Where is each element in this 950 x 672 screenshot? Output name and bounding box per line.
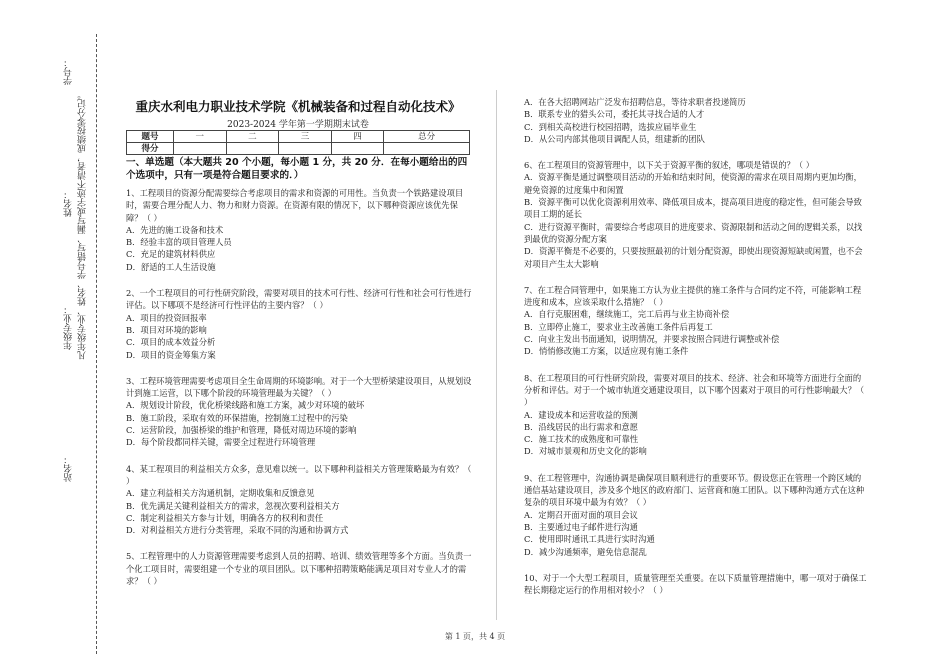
option-c: C．进行资源平衡时，需要综合考虑项目的进度要求、资源限制和活动之间的逻辑关系，以找到最优的资源分配方案 [524, 221, 863, 244]
option-c: C．施工技术的成熟度和可靠性 [524, 434, 639, 445]
question-5-options [524, 96, 868, 145]
section-heading: 一、单选题（本大题共 20 个小题，每小题 1 分，共 20 分．在每小题给出的四个选项中，只有一项是符合题目要求的．） [126, 157, 468, 181]
question-stem: 8、在工程项目的可行性研究阶段，需要对项目的技术、经济、社会和环境等方面进行全面的分析和评估。对于一个城市轨道交通建设项目，以下哪个因素对于项目的可行性影响最大？（ ） [524, 372, 865, 408]
question-2 [126, 287, 472, 361]
question-1 [126, 187, 472, 273]
option-b: B．项目对环境的影响 [126, 324, 207, 335]
column-divider [496, 90, 497, 620]
option-a: A．项目的投资回报率 [126, 312, 207, 323]
option-b: B．施工阶段，采取有效的环保措施，控制施工过程中的污染 [126, 412, 348, 423]
student-id-label: 学号： [64, 58, 74, 85]
option-d: D．从公司内部其他项目调配人员，组建新的团队 [524, 133, 705, 144]
question-stem: 7、在工程合同管理中，如果施工方认为业主提供的施工条件与合同约定不符，可能影响工程进度和成本，应该采取什么措施？（ ） [524, 284, 862, 308]
exam-subtitle: 2023-2024 学年第一学期期末试卷 [227, 120, 369, 130]
exam-title: 重庆水利电力职业技术学院《机械装备和过程自动化技术》 [135, 99, 461, 114]
option-b: B．联系专业的猎头公司，委托其寻找合适的人才 [524, 109, 705, 120]
option-b: B．立即停止施工，要求业主改善施工条件后再复工 [524, 321, 713, 332]
option-d: D．减少沟通频率，避免信息混乱 [524, 546, 647, 557]
score-table-header-row [127, 131, 470, 143]
score-cell: 题号 [127, 131, 174, 143]
option-a: A．资源平衡是通过调整项目活动的开始和结束时间，使资源的需求在项目周期内更加均衡，避免资源的过度集中和闲置 [524, 172, 862, 195]
option-a: A．建设成本和运营收益的预测 [524, 409, 638, 420]
name-label: 姓名： [64, 190, 74, 217]
exam-rule-text: 凡年级专业、姓名、学号错写、漏写或字迹不清者，成绩按零分记。 [78, 90, 88, 360]
score-cell: 二 [226, 131, 279, 143]
option-d: D．每个阶段都同样关键，需要全过程进行环境管理 [126, 437, 316, 448]
score-cell [174, 143, 227, 155]
score-cell: 三 [279, 131, 332, 143]
score-table [126, 130, 470, 155]
option-b: B．经验丰富的项目管理人员 [126, 237, 232, 248]
score-cell: 总分 [384, 131, 470, 143]
option-a: A．在各大招聘网站广泛发布招聘信息，等待求职者投递简历 [524, 97, 746, 107]
option-c: C．运营阶段，加强桥梁的维护和管理，降低对周边环境的影响 [126, 425, 357, 436]
question-stem: 3、工程环境管理需要考虑项目全生命周期的环境影响。对于一个大型桥梁建设项目，从规划设计到施工运营，以下哪个阶段的环境管理最为关键？（ ） [126, 375, 472, 399]
question-8 [524, 372, 868, 458]
question-6 [524, 159, 868, 270]
option-b: B．沿线居民的出行需求和意愿 [524, 421, 638, 432]
option-a: A．先进的施工设备和技术 [126, 224, 224, 235]
page-footer: 第 1 页，共 4 页 [444, 632, 506, 641]
option-c: C．项目的成本效益分析 [126, 337, 216, 348]
question-stem: 4、某工程项目的利益相关方众多，意见难以统一。以下哪种利益相关方管理策略最为有效？（ ） [126, 463, 472, 486]
question-stem: 2、一个工程项目的可行性研究阶段，需要对项目的技术可行性、经济可行性和社会可行性进行评估。以下哪项不是经济可行性评估的主要内容？（ ） [126, 288, 472, 311]
option-c: C．充足的建筑材料供应 [126, 249, 216, 260]
option-d: D．项目的资金筹集方案 [126, 349, 216, 360]
option-b: B．资源平衡可以优化资源利用效率、降低项目成本，提高项目进度的稳定性，但可能会导致项目工期的延长 [524, 197, 862, 220]
score-cell: 四 [331, 131, 384, 143]
question-9 [524, 472, 868, 558]
option-a: A．建立利益相关方沟通机制，定期收集和反馈意见 [126, 488, 315, 499]
option-d: D．对利益相关方进行分类管理，采取不同的沟通和协调方式 [126, 525, 349, 536]
question-stem: 10、对于一个大型工程项目，质量管理至关重要。在以下质量管理措施中，哪一项对于确保工程长期稳定运行的作用相对较小？（ ） [524, 572, 867, 596]
option-c: C．向业主发出书面通知，说明情况，并要求按照合同进行调整或补偿 [524, 334, 780, 345]
score-cell [226, 143, 279, 155]
score-cell [279, 143, 332, 155]
option-a: A．定期召开面对面的项目会议 [524, 509, 638, 520]
score-cell: 得分 [127, 143, 174, 155]
right-column [524, 96, 868, 596]
option-b: B．主要通过电子邮件进行沟通 [524, 521, 638, 532]
score-cell [331, 143, 384, 155]
score-table-score-row [127, 143, 470, 155]
option-c: C．到相关高校进行校园招聘，选拔应届毕业生 [524, 121, 697, 132]
option-a: A．规划设计阶段，优化桥梁线路和施工方案，减少对环境的破坏 [126, 400, 365, 411]
option-a: A．自行克服困难，继续施工，完工后再与业主协商补偿 [524, 309, 730, 320]
question-7 [524, 284, 868, 358]
option-d: D．悄悄修改施工方案，以适应现有施工条件 [524, 346, 689, 357]
option-d: D．资源平衡是不必要的，只要按照最初的计划分配资源，即使出现资源短缺或闲置，也不会对项目产生太大影响 [524, 246, 863, 269]
question-stem: 9、在工程管理中，沟通协调是确保项目顺利进行的重要环节。假设您正在管理一个跨区域的通信基站建设项目，涉及多个地区的政府部门、运营商和施工团队。以下哪种沟通方式在这种复杂的项目环境中最为有效？（ ） [524, 472, 865, 508]
question-stem: 5、工程管理中的人力资源管理需要考虑到人员的招聘、培训、绩效管理等多个方面。当负责一个化工项目时，需要组建一个专业的项目团队。以下哪种招聘策略能满足项目对专业人才的需求？（ ） [126, 551, 472, 587]
left-column [126, 156, 472, 587]
score-cell [384, 143, 470, 155]
option-c: C．制定利益相关方参与计划，明确各方的权利和责任 [126, 512, 324, 523]
option-d: D．舒适的工人生活设施 [126, 261, 216, 272]
exam-site-label: 站名： [64, 455, 74, 482]
question-10 [524, 572, 868, 597]
option-c: C．使用即时通讯工具进行实时沟通 [524, 534, 655, 545]
option-b: B．优先满足关键利益相关方的需求，忽视次要利益相关方 [126, 500, 340, 511]
question-3 [126, 375, 472, 449]
question-stem: 6、在工程项目的资源管理中，以下关于资源平衡的叙述，哪项是错误的？（ ） [524, 160, 815, 171]
question-5 [126, 550, 472, 587]
binding-dashed-line [96, 34, 97, 654]
score-cell: 一 [174, 131, 227, 143]
question-stem: 1、工程项目的资源分配需要综合考虑项目的需求和资源的可用性。当负责一个铁路建设项目时，需要合理分配人力、物力和财力资源。在资源有限的情况下，以下哪种资源应该优先保障？（ ） [126, 188, 464, 223]
major-label: 年级专业： [64, 305, 74, 350]
option-d: D．对城市景观和历史文化的影响 [524, 446, 647, 457]
question-4 [126, 463, 472, 537]
